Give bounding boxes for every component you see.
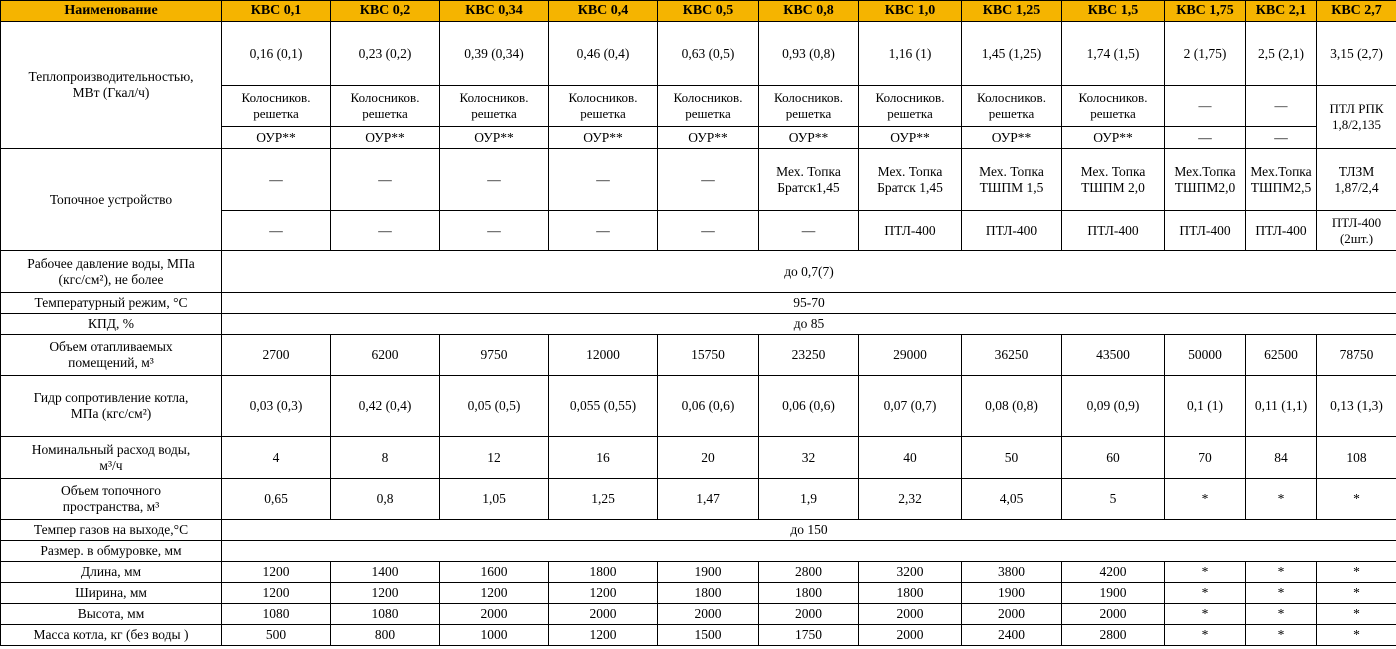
height-label: Высота, мм	[1, 604, 222, 625]
temp-mode-value: 95-70	[222, 293, 1396, 314]
furnace-cell: ПТЛ-400 (2шт.)	[1317, 211, 1396, 251]
header-model: КВС 0,8	[759, 1, 859, 22]
table-cell: 1200	[331, 583, 440, 604]
width-row	[1, 583, 1396, 604]
table-cell: 2000	[759, 604, 859, 625]
table-cell: 3200	[859, 562, 962, 583]
table-cell: 0,055 (0,55)	[549, 376, 658, 437]
header-model: КВС 2,1	[1246, 1, 1317, 22]
table-cell: *	[1317, 562, 1396, 583]
table-cell: 1,9	[759, 479, 859, 520]
table-cell: 0,11 (1,1)	[1246, 376, 1317, 437]
table-cell: 500	[222, 625, 331, 646]
table-cell: 2800	[759, 562, 859, 583]
flow-row	[1, 437, 1396, 479]
header-name: Наименование	[1, 1, 222, 22]
table-cell: 6200	[331, 335, 440, 376]
grate-cell: Колосников. решетка	[440, 86, 549, 127]
gas-temp-value: до 150	[222, 520, 1396, 541]
table-cell: 1800	[859, 583, 962, 604]
heat-label: Теплопроизводительностью, МВт (Гкал/ч)	[1, 22, 222, 149]
header-model: КВС 2,7	[1317, 1, 1396, 22]
grate-cell: Колосников. решетка	[331, 86, 440, 127]
header-model: КВС 0,34	[440, 1, 549, 22]
table-cell: 15750	[658, 335, 759, 376]
table-cell: 4,05	[962, 479, 1062, 520]
table-cell: 60	[1062, 437, 1165, 479]
furnace-cell: Мех. Топка Братск 1,45	[859, 149, 962, 211]
temp-mode-label: Температурный режим, °С	[1, 293, 222, 314]
efficiency-row	[1, 314, 1396, 335]
dims-label: Размер. в обмуровке, мм	[1, 541, 222, 562]
table-cell: *	[1246, 604, 1317, 625]
grate-cell: Колосников. решетка	[222, 86, 331, 127]
width-label: Ширина, мм	[1, 583, 222, 604]
table-cell: 2000	[859, 604, 962, 625]
table-cell: 1000	[440, 625, 549, 646]
furnace-cell: ПТЛ-400	[1246, 211, 1317, 251]
table-cell: 9750	[440, 335, 549, 376]
table-cell: 0,65	[222, 479, 331, 520]
table-cell: 50	[962, 437, 1062, 479]
table-cell: *	[1246, 479, 1317, 520]
table-cell: 1900	[658, 562, 759, 583]
furnace-cell: ПТЛ-400	[1062, 211, 1165, 251]
heat-value: 0,63 (0,5)	[658, 22, 759, 86]
table-cell: 1600	[440, 562, 549, 583]
furnace-cell: —	[222, 211, 331, 251]
furnace-cell: —	[440, 211, 549, 251]
table-cell: *	[1165, 604, 1246, 625]
header-model: КВС 1,75	[1165, 1, 1246, 22]
table-cell: 108	[1317, 437, 1396, 479]
table-cell: 2000	[962, 604, 1062, 625]
volume-heated-label: Объем отапливаемых помещений, м³	[1, 335, 222, 376]
table-cell: 1200	[549, 625, 658, 646]
gas-temp-label: Темпер газов на выходе,°С	[1, 520, 222, 541]
table-cell: *	[1165, 583, 1246, 604]
table-cell: *	[1317, 479, 1396, 520]
heat-value: 1,74 (1,5)	[1062, 22, 1165, 86]
table-cell: 16	[549, 437, 658, 479]
our-cell: ОУР**	[962, 127, 1062, 149]
pressure-value: до 0,7(7)	[222, 251, 1396, 293]
table-cell: 0,13 (1,3)	[1317, 376, 1396, 437]
our-cell: ОУР**	[759, 127, 859, 149]
table-cell: 1900	[962, 583, 1062, 604]
table-cell: 0,1 (1)	[1165, 376, 1246, 437]
efficiency-value: до 85	[222, 314, 1396, 335]
table-cell: 0,05 (0,5)	[440, 376, 549, 437]
table-cell: 78750	[1317, 335, 1396, 376]
table-cell: 4	[222, 437, 331, 479]
table-cell: 43500	[1062, 335, 1165, 376]
gas-temp-row	[1, 520, 1396, 541]
pressure-label: Рабочее давление воды, МПа (кгс/см²), не более	[1, 251, 222, 293]
table-cell: 1200	[222, 562, 331, 583]
header-model: КВС 1,5	[1062, 1, 1165, 22]
heat-value: 0,93 (0,8)	[759, 22, 859, 86]
furnace-cell: ПТЛ-400	[1165, 211, 1246, 251]
heat-value: 0,16 (0,1)	[222, 22, 331, 86]
our-cell: ОУР**	[440, 127, 549, 149]
table-cell: *	[1165, 625, 1246, 646]
furnace-row	[1, 149, 1396, 211]
header-model: КВС 1,25	[962, 1, 1062, 22]
table-cell: 1800	[759, 583, 859, 604]
our-cell: ОУР**	[549, 127, 658, 149]
table-cell: 2000	[440, 604, 549, 625]
table-cell: *	[1317, 625, 1396, 646]
table-cell: 0,06 (0,6)	[658, 376, 759, 437]
table-cell: 2,32	[859, 479, 962, 520]
furnace-volume-row	[1, 479, 1396, 520]
table-cell: 2400	[962, 625, 1062, 646]
furnace-cell: —	[658, 211, 759, 251]
efficiency-label: КПД, %	[1, 314, 222, 335]
grate-cell: Колосников. решетка	[962, 86, 1062, 127]
table-cell: *	[1246, 583, 1317, 604]
heat-value: 0,23 (0,2)	[331, 22, 440, 86]
header-row	[1, 1, 1396, 22]
our-cell: ОУР**	[331, 127, 440, 149]
our-cell: ОУР**	[859, 127, 962, 149]
table-cell: 1,25	[549, 479, 658, 520]
table-cell: 2800	[1062, 625, 1165, 646]
table-cell: 40	[859, 437, 962, 479]
table-cell: 1800	[658, 583, 759, 604]
our-cell: ОУР**	[658, 127, 759, 149]
heat-value: 0,39 (0,34)	[440, 22, 549, 86]
table-cell: 1080	[331, 604, 440, 625]
table-cell: 50000	[1165, 335, 1246, 376]
table-cell: *	[1165, 479, 1246, 520]
length-row	[1, 562, 1396, 583]
grate-cell: Колосников. решетка	[859, 86, 962, 127]
grate-cell-last: ПТЛ РПК 1,8/2,135	[1317, 86, 1396, 149]
furnace-cell: ТЛЗМ 1,87/2,4	[1317, 149, 1396, 211]
furnace-cell: —	[222, 149, 331, 211]
table-cell: 1080	[222, 604, 331, 625]
table-cell: 1500	[658, 625, 759, 646]
furnace-cell: Мех.Топка ТШПМ2,0	[1165, 149, 1246, 211]
temp-mode-row	[1, 293, 1396, 314]
table-cell: 1800	[549, 562, 658, 583]
furnace-cell: —	[549, 149, 658, 211]
furnace-cell: —	[331, 211, 440, 251]
furnace-cell: ПТЛ-400	[962, 211, 1062, 251]
heat-row	[1, 22, 1396, 86]
heat-value: 1,16 (1)	[859, 22, 962, 86]
hydro-row	[1, 376, 1396, 437]
table-cell: 70	[1165, 437, 1246, 479]
our-cell: ОУР**	[222, 127, 331, 149]
table-cell: 12	[440, 437, 549, 479]
table-cell: 3800	[962, 562, 1062, 583]
table-cell: *	[1165, 562, 1246, 583]
heat-value: 2,5 (2,1)	[1246, 22, 1317, 86]
hydro-label: Гидр сопротивление котла, МПа (кгс/см²)	[1, 376, 222, 437]
furnace-cell: Мех.Топка ТШПМ2,5	[1246, 149, 1317, 211]
table-cell: *	[1317, 604, 1396, 625]
header-model: КВС 1,0	[859, 1, 962, 22]
table-cell: 0,03 (0,3)	[222, 376, 331, 437]
table-cell: 2000	[658, 604, 759, 625]
furnace-cell: —	[549, 211, 658, 251]
grate-cell: Колосников. решетка	[759, 86, 859, 127]
furnace-label: Топочное устройство	[1, 149, 222, 251]
table-cell: 1400	[331, 562, 440, 583]
table-cell: 0,42 (0,4)	[331, 376, 440, 437]
header-model: КВС 0,5	[658, 1, 759, 22]
table-cell: 2000	[549, 604, 658, 625]
table-cell: 0,09 (0,9)	[1062, 376, 1165, 437]
table-cell: 2700	[222, 335, 331, 376]
heat-value: 2 (1,75)	[1165, 22, 1246, 86]
table-cell: 12000	[549, 335, 658, 376]
table-cell: 1900	[1062, 583, 1165, 604]
grate-cell: Колосников. решетка	[1062, 86, 1165, 127]
table-cell: 29000	[859, 335, 962, 376]
heat-value: 0,46 (0,4)	[549, 22, 658, 86]
furnace-cell: —	[658, 149, 759, 211]
header-model: КВС 0,1	[222, 1, 331, 22]
table-cell: 23250	[759, 335, 859, 376]
table-cell: 2000	[1062, 604, 1165, 625]
table-cell: 1,47	[658, 479, 759, 520]
grate-cell: Колосников. решетка	[658, 86, 759, 127]
table-cell: 4200	[1062, 562, 1165, 583]
heat-value: 1,45 (1,25)	[962, 22, 1062, 86]
table-cell: 62500	[1246, 335, 1317, 376]
mass-label: Масса котла, кг (без воды )	[1, 625, 222, 646]
mass-row	[1, 625, 1396, 646]
furnace-cell: Мех. Топка ТШПМ 1,5	[962, 149, 1062, 211]
table-cell: 0,08 (0,8)	[962, 376, 1062, 437]
header-model: КВС 0,4	[549, 1, 658, 22]
flow-label: Номинальный расход воды, м³/ч	[1, 437, 222, 479]
table-cell: 1750	[759, 625, 859, 646]
pressure-row	[1, 251, 1396, 293]
header-model: КВС 0,2	[331, 1, 440, 22]
table-cell: 1200	[549, 583, 658, 604]
furnace-cell: —	[331, 149, 440, 211]
table-cell: *	[1317, 583, 1396, 604]
grate-cell: —	[1246, 86, 1317, 127]
table-cell: 1,05	[440, 479, 549, 520]
furnace-cell: ПТЛ-400	[859, 211, 962, 251]
table-cell: 32	[759, 437, 859, 479]
volume-heated-row	[1, 335, 1396, 376]
furnace-cell: —	[759, 211, 859, 251]
heat-value: 3,15 (2,7)	[1317, 22, 1396, 86]
our-cell: —	[1246, 127, 1317, 149]
table-cell: 1200	[440, 583, 549, 604]
dims-row	[1, 541, 1396, 562]
table-cell: *	[1246, 625, 1317, 646]
length-label: Длина, мм	[1, 562, 222, 583]
our-cell: ОУР**	[1062, 127, 1165, 149]
furnace-cell: Мех. Топка Братск1,45	[759, 149, 859, 211]
table-cell: 0,07 (0,7)	[859, 376, 962, 437]
table-cell: 84	[1246, 437, 1317, 479]
table-cell: 800	[331, 625, 440, 646]
table-cell: 36250	[962, 335, 1062, 376]
table-cell: 20	[658, 437, 759, 479]
our-cell: —	[1165, 127, 1246, 149]
furnace-volume-label: Объем топочного пространства, м³	[1, 479, 222, 520]
table-cell: 5	[1062, 479, 1165, 520]
table-cell: 0,8	[331, 479, 440, 520]
furnace-cell: Мех. Топка ТШПМ 2,0	[1062, 149, 1165, 211]
grate-cell: Колосников. решетка	[549, 86, 658, 127]
furnace-cell: —	[440, 149, 549, 211]
height-row	[1, 604, 1396, 625]
table-cell: 0,06 (0,6)	[759, 376, 859, 437]
table-cell: 1200	[222, 583, 331, 604]
dims-empty	[222, 541, 1396, 562]
grate-cell: —	[1165, 86, 1246, 127]
table-cell: 2000	[859, 625, 962, 646]
table-cell: *	[1246, 562, 1317, 583]
table-cell: 8	[331, 437, 440, 479]
